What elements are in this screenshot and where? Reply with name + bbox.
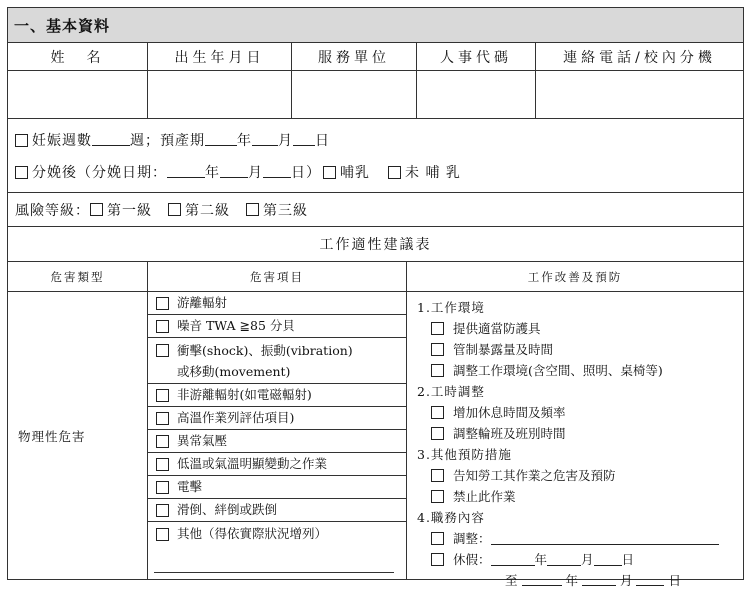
header-items: 危害項目 [148,262,407,291]
due-day-blank[interactable] [293,134,315,146]
leave-from-year-blank[interactable] [491,554,535,566]
month-label: 月 [581,552,594,567]
postpartum-label: 分娩後（分娩日期： [32,165,167,181]
measure-label: 管制暴露量及時間 [453,342,554,357]
adjust-checkbox[interactable] [431,532,444,545]
pregnancy-assessment-form [7,7,744,588]
adjust-blank[interactable] [491,533,719,545]
info-input-row [8,71,743,119]
delivery-month-blank[interactable] [220,166,248,178]
postpartum-line [8,157,743,187]
postpartum-checkbox[interactable] [15,166,28,179]
measure-checkbox[interactable] [431,364,444,377]
risk-level-1-checkbox[interactable] [90,203,103,216]
hazard-item [148,453,406,476]
other-blank-line[interactable] [154,572,394,573]
measure-checkbox[interactable] [431,343,444,356]
to-label: 至 [505,573,518,588]
pregnancy-block [8,119,743,193]
leave-checkbox[interactable] [431,553,444,566]
measure-section-title: 2.工時調整 [417,384,485,399]
section-header [8,8,743,43]
header-birthdate: 出生年月日 [148,43,292,70]
day-label: 日 [315,133,330,149]
category-name: 物理性危害 [18,428,86,444]
risk-level-label: 風險等級： [15,202,90,219]
header-measures: 工作改善及預防 [527,269,623,284]
hazard-item [148,315,406,338]
measure-checkbox[interactable] [431,427,444,440]
leave-to-year-blank[interactable] [522,574,562,586]
hazard-item [148,384,406,407]
hazard-table-body [8,292,743,588]
measure-section-title: 1.工作環境 [417,300,485,315]
due-month-blank[interactable] [252,134,278,146]
hazard-label: 非游離輻射(如電磁輻射) [177,387,312,402]
hazard-label: 高溫作業列評估項目) [177,410,295,425]
leave-from-day-blank[interactable] [594,554,622,566]
not-breastfeeding-label: 未 哺 乳 [405,165,461,181]
risk-level-row [8,193,743,227]
month-label: 月 [278,133,293,149]
measure-item [417,360,743,381]
hazard-checkbox[interactable] [156,458,169,471]
risk-level-2-checkbox[interactable] [168,203,181,216]
measure-checkbox[interactable] [431,469,444,482]
measure-checkbox[interactable] [431,322,444,335]
breastfeeding-label: 哺乳 [340,165,370,181]
measure-label: 調整工作環境(含空間、照明、桌椅等) [453,363,663,378]
not-breastfeeding-checkbox[interactable] [388,166,401,179]
hazard-checkbox[interactable] [156,528,169,541]
measure-item [417,486,743,507]
month-label: 月 [619,573,633,588]
section-title: 一、基本資料 [14,16,111,35]
adjust-item [417,528,743,549]
measure-section-title: 3.其他預防措施 [417,447,512,462]
header-category: 危害類型 [8,262,148,291]
year-label: 年 [237,133,252,149]
leave-from-month-blank[interactable] [547,554,581,566]
adjust-label: 調整： [453,531,491,546]
hazard-label: 衝擊(shock)、振動(vibration) [177,343,353,358]
pregnancy-checkbox[interactable] [15,134,28,147]
measure-label: 增加休息時間及頻率 [453,405,566,420]
month-label: 月 [248,165,263,181]
year-label: 年 [205,165,220,181]
suitability-title: 工作適性建議表 [8,227,743,262]
hazard-table-header [8,262,743,292]
department-field[interactable] [292,71,417,118]
hazard-checkbox[interactable] [156,297,169,310]
hazard-checkbox[interactable] [156,344,169,357]
year-label: 年 [534,552,548,567]
pregnancy-label: 妊娠週數 [32,133,92,149]
info-header-row [8,43,743,71]
measure-label: 告知勞工其作業之危害及預防 [453,468,616,483]
hazard-items-column [148,292,407,579]
leave-item [417,549,743,570]
header-name: 姓 名 [8,43,148,70]
hazard-checkbox[interactable] [156,481,169,494]
week-unit-label: 週；預產期 [130,133,205,149]
category-cell [8,292,148,579]
hazard-checkbox[interactable] [156,320,169,333]
phone-field[interactable] [536,71,743,118]
hazard-checkbox[interactable] [156,412,169,425]
risk-level-2-label: 第二級 [185,202,230,219]
delivery-day-blank[interactable] [263,166,291,178]
leave-label: 休假： [453,552,491,567]
birthdate-field[interactable] [148,71,292,118]
hazard-item [148,338,406,384]
measure-label: 禁止此作業 [453,489,516,504]
measure-section-title: 4.職務內容 [417,510,485,525]
hazard-label: 滑倒、絆倒或跌倒 [177,502,278,517]
hazard-label: 低溫或氣溫明顯變動之作業 [177,456,328,471]
personnel-code-field[interactable] [417,71,536,118]
hazard-label: 其他（得依實際狀況增列） [177,526,328,541]
risk-level-1-label: 第一級 [107,202,152,219]
measure-label: 提供適當防護具 [453,321,541,336]
hazard-item [148,522,406,566]
measure-item [417,339,743,360]
hazard-item [148,476,406,499]
hazard-item [148,407,406,430]
pregnancy-line [8,119,743,157]
day-label: 日 [621,552,635,567]
hazard-item [148,499,406,522]
day-label: 日） [291,165,321,181]
hazard-checkbox[interactable] [156,389,169,402]
due-year-blank[interactable] [205,134,237,146]
leave-to-month-blank[interactable] [582,574,616,586]
leave-to-day-blank[interactable] [636,574,664,586]
hazard-label: 電擊 [177,479,203,494]
measure-item [417,402,743,423]
measure-item [417,318,743,339]
header-phone: 連絡電話/校內分機 [563,49,716,66]
measure-label: 調整輪班及班別時間 [453,426,566,441]
measure-checkbox[interactable] [431,406,444,419]
weeks-blank[interactable] [92,134,130,146]
measure-checkbox[interactable] [431,490,444,503]
delivery-year-blank[interactable] [167,166,205,178]
header-personnel-code: 人事代碼 [417,43,536,70]
risk-level-3-label: 第三級 [263,202,308,219]
hazard-item [148,430,406,453]
hazard-checkbox[interactable] [156,504,169,517]
hazard-checkbox[interactable] [156,435,169,448]
hazard-label: 游離輻射 [177,295,228,310]
hazard-label: 異常氣壓 [177,433,228,448]
hazard-label-continued: 或移動(movement) [177,364,291,379]
measure-item [417,423,743,444]
name-field[interactable] [8,71,148,118]
hazard-label: 噪音 TWA ≧85 分貝 [177,318,295,333]
hazard-item [148,292,406,315]
measure-item [417,465,743,486]
breastfeeding-checkbox[interactable] [323,166,336,179]
day-label: 日 [668,573,681,588]
risk-level-3-checkbox[interactable] [246,203,259,216]
year-label: 年 [565,573,578,588]
measures-column [407,292,743,588]
header-department: 服務單位 [292,43,417,70]
